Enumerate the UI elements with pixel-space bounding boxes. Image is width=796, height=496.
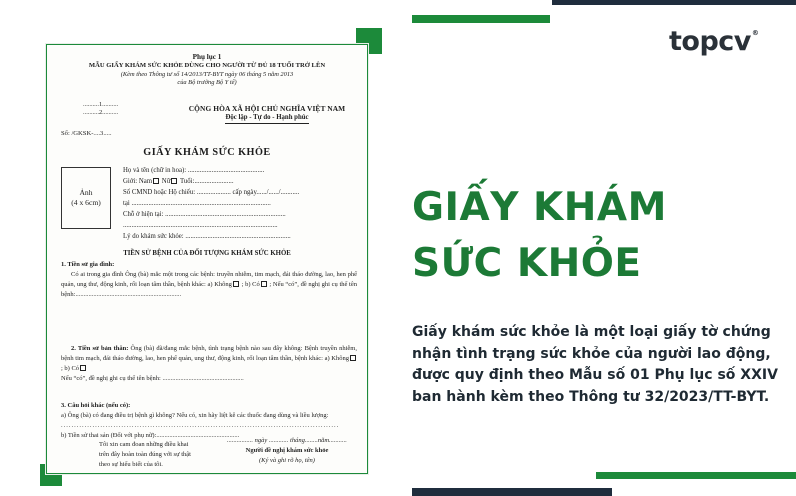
checkbox-personal-no [350, 355, 356, 361]
logo-text-cv: cv [718, 25, 751, 57]
doc-section-other [61, 401, 357, 441]
doc-section-personal [61, 344, 357, 384]
doc-attached-note: (Kèm theo Thông tư số 14/2013/TT-BYT ngày 06 tháng 5 năm 2013 [120, 70, 294, 78]
doc-section-personal-detail: Nếu “có”, đề nghị ghi cụ thể tên bệnh: .................................................. [61, 375, 244, 382]
doc-history-title: TIỀN SỬ BỆNH CỦA ĐỐI TƯỢNG KHÁM SỨC KHỎE [123, 250, 291, 257]
doc-field-blank: ........................................................................................... [123, 222, 278, 229]
doc-section-other-head: 3. Câu hỏi khác (nếu có): [61, 402, 131, 409]
checkbox-personal-yes [80, 365, 86, 371]
doc-declaration: Tôi xin cam đoan những điều khai trên đây hoàn toàn đúng với sự thật theo sự hiểu biết của tôi. [99, 441, 191, 468]
bottom-green-bar [596, 472, 796, 479]
doc-state-name: CỘNG HÒA XÃ HỘI CHỦ NGHĨA VIỆT NAM [188, 104, 346, 113]
checkbox-female [171, 178, 177, 184]
logo-text-top: top [669, 25, 719, 57]
doc-form-title: MẪU GIẤY KHÁM SỨC KHỎE DÙNG CHO NGƯỜI TỪ ĐỦ 18 TUỔI TRỞ LÊN [88, 62, 326, 70]
topcv-logo [669, 24, 758, 58]
health-certificate-document [46, 44, 368, 474]
doc-phu-luc: Phụ lục 1 [192, 53, 222, 61]
doc-date-line: ................ ngày ............ tháng........năm........... [227, 437, 347, 444]
description-text: Giấy khám sức khỏe là một loại giấy tờ chứng nhận tình trạng sức khỏe của người lao động, được quy định theo Mẫu số 01 Phụ lục số XXIV ban hành kèm theo Thông tư 32/2023/TT-BYT. [412, 324, 778, 405]
doc-title: GIẤY KHÁM SỨC KHỎE [143, 147, 271, 158]
doc-photo-label: Ảnh [79, 188, 93, 198]
doc-signature-block [217, 436, 357, 466]
doc-motto-underline [225, 123, 309, 124]
doc-personal-fields [123, 165, 365, 242]
headline-line-1: GIẤY KHÁM [412, 185, 667, 230]
doc-photo-box [61, 167, 111, 229]
doc-motto: Độc lập - Tự do - Hạnh phúc [225, 113, 309, 121]
doc-field-id: Số CMND hoặc Hộ chiếu: .................... cấp ngày....../....../........... [123, 189, 300, 196]
doc-field-issued-at: tại .................................................................................. [123, 200, 271, 207]
top-dark-bar [552, 0, 796, 5]
doc-signer-note: (Ký và ghi rõ họ, tên) [259, 457, 315, 464]
checkbox-family-no [233, 281, 239, 287]
doc-section-family-text: Có ai trong gia đình Ông (bà) mắc một trong các bệnh: truyền nhiễm, tim mạch, đái tháo đường, lao, hen phế quản, ung thư, động kinh, rối loạn tâm thần, bệnh khác: a) Không ; b) Có ; Nếu “có”, đề nghị ghi cụ thể tên bệnh:................................................................. [61, 271, 357, 298]
doc-photo-size: (4 x 6cm) [71, 198, 101, 207]
doc-number: Số: /GKSK-....3..... [61, 130, 112, 137]
logo-registered-mark: ® [751, 29, 759, 37]
doc-issuer-line-1: ..........1.......... [83, 101, 119, 108]
doc-section-personal-text: 2. Tiền sử bản thân: Ông (bà) đã/đang mắc bệnh, tình trạng bệnh nào sau đây không: Bệnh truyền nhiễm, bệnh tim mạch, đái tháo đường, lao, hen phế quản, ung thư, động kinh, rối loạn tâm thần, bệnh khác: a) Không ; b) Có [61, 345, 357, 372]
doc-ministry-note: của Bộ trưởng Bộ Y tế) [177, 79, 237, 87]
doc-field-name: Họ và tên (chữ in hoa): ............................................. [123, 167, 265, 174]
doc-section-family [61, 260, 357, 300]
headline [412, 180, 782, 292]
headline-line-2: SỨC KHỎE [412, 241, 642, 286]
doc-issuer-line-2: ..........2.......... [83, 109, 119, 117]
doc-national-heading [177, 104, 357, 124]
doc-signer-title: Người đề nghị khám sức khỏe [245, 447, 329, 454]
doc-field-reason: Lý do khám sức khỏe: .............................................................. [123, 233, 291, 240]
doc-section-family-head: 1. Tiền sử gia đình: [61, 261, 115, 268]
doc-field-address: Chỗ ở hiện tại: ....................................................................... [123, 211, 286, 218]
checkbox-male [153, 178, 159, 184]
document-header [47, 53, 367, 88]
doc-section-other-b: b) Tiền sử thai sản (Đối với phụ nữ):................................................... [61, 432, 240, 439]
doc-issuer-block [83, 101, 173, 118]
bottom-dark-bar [412, 488, 612, 496]
checkbox-family-yes [261, 281, 267, 287]
doc-dot-line: .......................................................................................................... [61, 422, 340, 429]
top-green-bar [412, 15, 550, 23]
doc-section-other-a: a) Ông (bà) có đang điều trị bệnh gì không? Nếu có, xin hãy liệt kê các thuốc đang dùng và liều lượng: [61, 412, 329, 419]
doc-field-gender: Giới: Nam Nữ Tuổi:....................... [123, 178, 234, 185]
